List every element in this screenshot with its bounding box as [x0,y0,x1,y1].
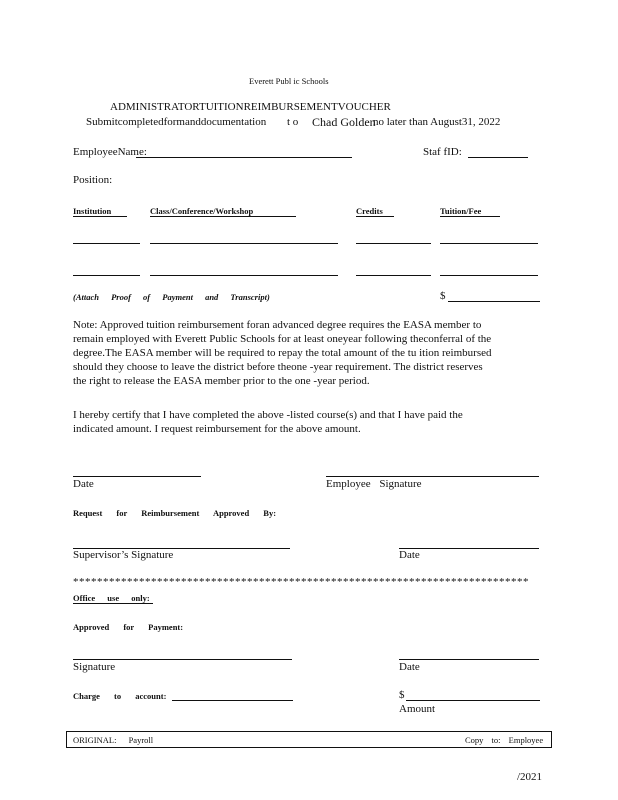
certify-paragraph [73,408,503,436]
position-label: Position: [73,174,113,186]
instruction-deadline: no later than August31, 2022 [373,116,501,128]
row1-tuition-field[interactable] [440,243,538,244]
employee-name-label: EmployeeName: [73,146,147,158]
charge-to-account-label: Charge to account: [73,691,167,701]
office-date-label: Date [399,661,420,673]
row2-class-field[interactable] [150,275,338,276]
footer-copy: Copy to: Employee [465,735,544,745]
supervisor-date-field[interactable] [399,548,539,549]
row2-tuition-field[interactable] [440,275,538,276]
charge-account-field[interactable] [172,700,293,701]
col-institution-underline [73,216,127,217]
employee-name-field[interactable] [136,157,352,158]
note-line: should they choose to leave the district before theone -year requirement. The district reserves [73,361,483,373]
office-use-underline [73,603,153,604]
separator-asterisks: **************************************************************************** [73,576,529,588]
footer-original: ORIGINAL: Payroll [73,735,154,745]
instruction-to: t o [287,116,299,128]
certify-line: I hereby certify that I have completed the above -listed course(s) and that I have paid the [73,409,463,421]
approved-for-payment-label: Approved for Payment: [73,622,184,632]
row2-credits-field[interactable] [356,275,431,276]
note-line: degree.The EASA member will be required to repay the total amount of the tu ition reimbursed [73,347,492,359]
request-approval-label: Request for Reimbursement Approved By: [73,508,277,518]
staff-id-field[interactable] [468,157,528,158]
note-line: remain employed with Everett Public Schools for at least oneyear following theconferral of the [73,333,492,345]
amount-label: Amount [399,703,436,715]
office-amount-field[interactable] [406,700,540,701]
col-credits-underline [356,216,394,217]
col-tuition-underline [440,216,500,217]
col-credits: Credits [356,206,383,216]
staff-id-label: Staf fID: [423,146,462,158]
employee-signature-label: Employee Signature [326,478,422,490]
row2-institution-field[interactable] [73,275,140,276]
row1-credits-field[interactable] [356,243,431,244]
contact-name: Chad Golden [312,115,376,129]
office-use-label: Office use only: [73,593,150,603]
amount-dollar-sign: $ [399,689,405,701]
district-name: Everett Publ ic Schools [249,76,329,86]
supervisor-date-label: Date [399,549,420,561]
attach-note: (Attach Proof of Payment and Transcript) [73,292,270,302]
date-field[interactable] [73,476,201,477]
row1-class-field[interactable] [150,243,338,244]
office-signature-label: Signature [73,661,116,673]
note-line: the right to release the EASA member prior to the one -year period. [73,375,370,387]
supervisor-signature-label: Supervisor’s Signature [73,549,174,561]
page-title: ADMINISTRATORTUITIONREIMBURSEMENTVOUCHER [110,101,391,113]
total-dollar-sign: $ [440,290,446,302]
col-class: Class/Conference/Workshop [150,206,254,216]
col-tuition: Tuition/Fee [440,206,482,216]
note-line: Note: Approved tuition reimbursement foran advanced degree requires the EASA member to [73,319,482,331]
employee-signature-field[interactable] [326,476,539,477]
note-paragraph [73,318,531,388]
col-class-underline [150,216,296,217]
total-amount-field[interactable] [448,301,540,302]
office-signature-field[interactable] [73,659,292,660]
office-date-field[interactable] [399,659,539,660]
certify-line: indicated amount. I request reimbursement for the above amount. [73,423,361,435]
date-label: Date [73,478,94,490]
col-institution: Institution [73,206,112,216]
row1-institution-field[interactable] [73,243,140,244]
instruction-prefix: Submitcompletedformanddocumentation [86,116,267,128]
page-year: /2021 [517,771,543,783]
